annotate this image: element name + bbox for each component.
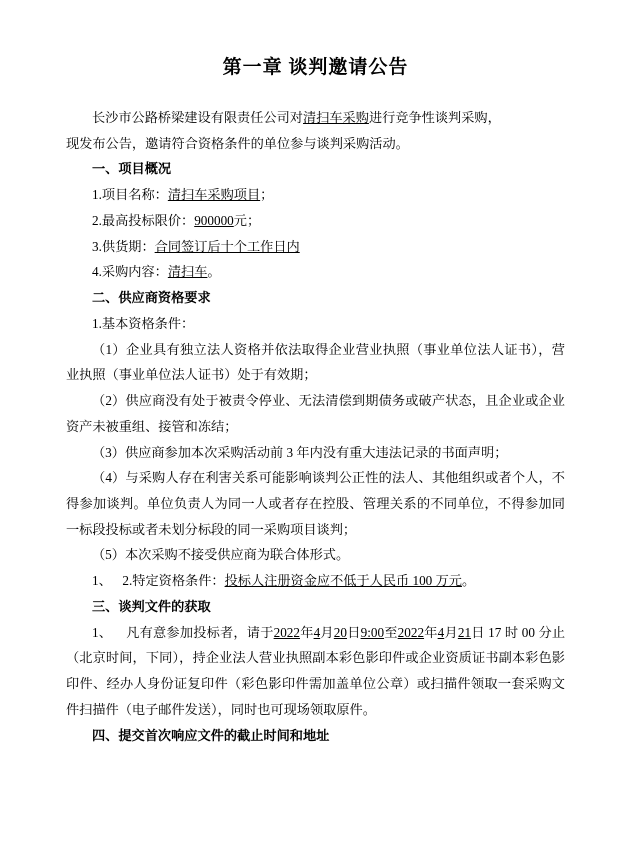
- project-item-price: [66, 208, 565, 234]
- acq-year-unit: 年: [299, 624, 314, 640]
- acq-year-unit-2: 年: [424, 624, 438, 640]
- item-value: 合同签订后十个工作日内: [154, 238, 300, 254]
- item-number: 2.: [92, 212, 102, 228]
- acq-rest: 日 17 时 00 分止（北京时间，下同），持企业法人营业执照副本彩色影印件或企业资质证书副本彩色影印件、经办人身份证复印件（彩色影印件需加盖单位公章）或扫描件领取一套采购文件扫描件（电子邮件发送），同时也可现场领取原件。: [66, 624, 566, 717]
- intro-paragraph-line2: 现发布公告，邀请符合资格条件的单位参与谈判采购活动。: [66, 135, 409, 151]
- acq-day-start: 20: [333, 624, 347, 640]
- acq-year-end: 2022: [397, 624, 425, 640]
- item-label: 供货期：: [101, 238, 155, 254]
- acq-month-end: 4: [437, 624, 445, 640]
- acq-text-1: 凡有意参加投标者，请于: [126, 624, 274, 640]
- section-heading-3: 三、谈判文件的获取: [92, 598, 211, 614]
- item-value: 清扫车采购项目: [167, 187, 261, 203]
- item-value: 清扫车: [167, 264, 208, 280]
- qualification-item-3: （3）供应商参加本次采购活动前 3 年内没有重大违法记录的书面声明；: [92, 444, 508, 460]
- project-item-content: [66, 259, 565, 285]
- item-tail: 。: [207, 264, 221, 280]
- project-item-delivery: [66, 234, 565, 260]
- qualification-item-1: （1）企业具有独立法人资格并依法取得企业营业执照（事业单位法人证书），营业执照（事业单位法人证书）处于有效期；: [66, 341, 565, 383]
- acq-day-unit: 日: [346, 624, 361, 640]
- intro-prefix: 长沙市公路桥梁建设有限责任公司对: [92, 110, 303, 125]
- specific-number: 2.: [122, 573, 133, 589]
- intro-suffix: 进行竞争性谈判采购，: [368, 110, 501, 125]
- acq-month-start: 4: [313, 624, 321, 640]
- item-tail: ；: [260, 187, 274, 203]
- specific-tail: 。: [461, 573, 476, 589]
- specific-value: 投标人注册资金应不低于人民币 100 万元: [224, 573, 462, 589]
- specific-lead: 1、: [92, 573, 112, 589]
- section-heading-4: 四、提交首次响应文件的截止时间和地址: [92, 727, 330, 743]
- item-label: 采购内容：: [101, 264, 168, 280]
- acq-year-start: 2022: [273, 624, 300, 640]
- item-number: 1.: [92, 187, 102, 203]
- item-label: 最高投标限价：: [101, 212, 195, 228]
- acq-month-unit-2: 月: [444, 624, 458, 640]
- qualification-basic-label: 1.基本资格条件：: [92, 315, 195, 331]
- qualification-specific: [66, 568, 565, 594]
- acq-day-end: 21: [457, 624, 472, 640]
- item-value: 900000: [194, 212, 234, 228]
- document-acquisition-paragraph: [66, 620, 565, 723]
- item-number: 3.: [92, 238, 102, 254]
- acq-time-start: 9:00: [360, 624, 385, 640]
- project-item-name: [66, 182, 565, 208]
- qualification-item-4: （4）与采购人存在利害关系可能影响谈判公正性的法人、其他组织或者个人，不得参加谈判。单位负责人为同一人或者存在控股、管理关系的不同单位，不得参加同一标段投标或者未划分标段的同一采购项目谈判；: [66, 470, 565, 537]
- section-heading-2: 二、供应商资格要求: [92, 290, 211, 306]
- item-number: 4.: [92, 264, 102, 280]
- intro-paragraph: [66, 105, 565, 131]
- intro-subject: 清扫车采购: [303, 110, 369, 125]
- item-label: 项目名称：: [101, 187, 168, 203]
- item-tail: 元；: [233, 212, 261, 228]
- specific-label: 特定资格条件：: [132, 573, 225, 589]
- page-title: 第一章 谈判邀请公告: [222, 57, 409, 78]
- acq-to: 至: [384, 624, 398, 640]
- acq-month-unit: 月: [320, 624, 334, 640]
- acq-lead: 1、: [92, 624, 113, 640]
- qualification-item-2: （2）供应商没有处于被责令停业、无法清偿到期债务或破产状态，且企业或企业资产未被重组、接管和冻结；: [66, 393, 565, 434]
- section-heading-1: 一、项目概况: [92, 161, 172, 177]
- qualification-item-5: （5）本次采购不接受供应商为联合体形式。: [92, 547, 350, 563]
